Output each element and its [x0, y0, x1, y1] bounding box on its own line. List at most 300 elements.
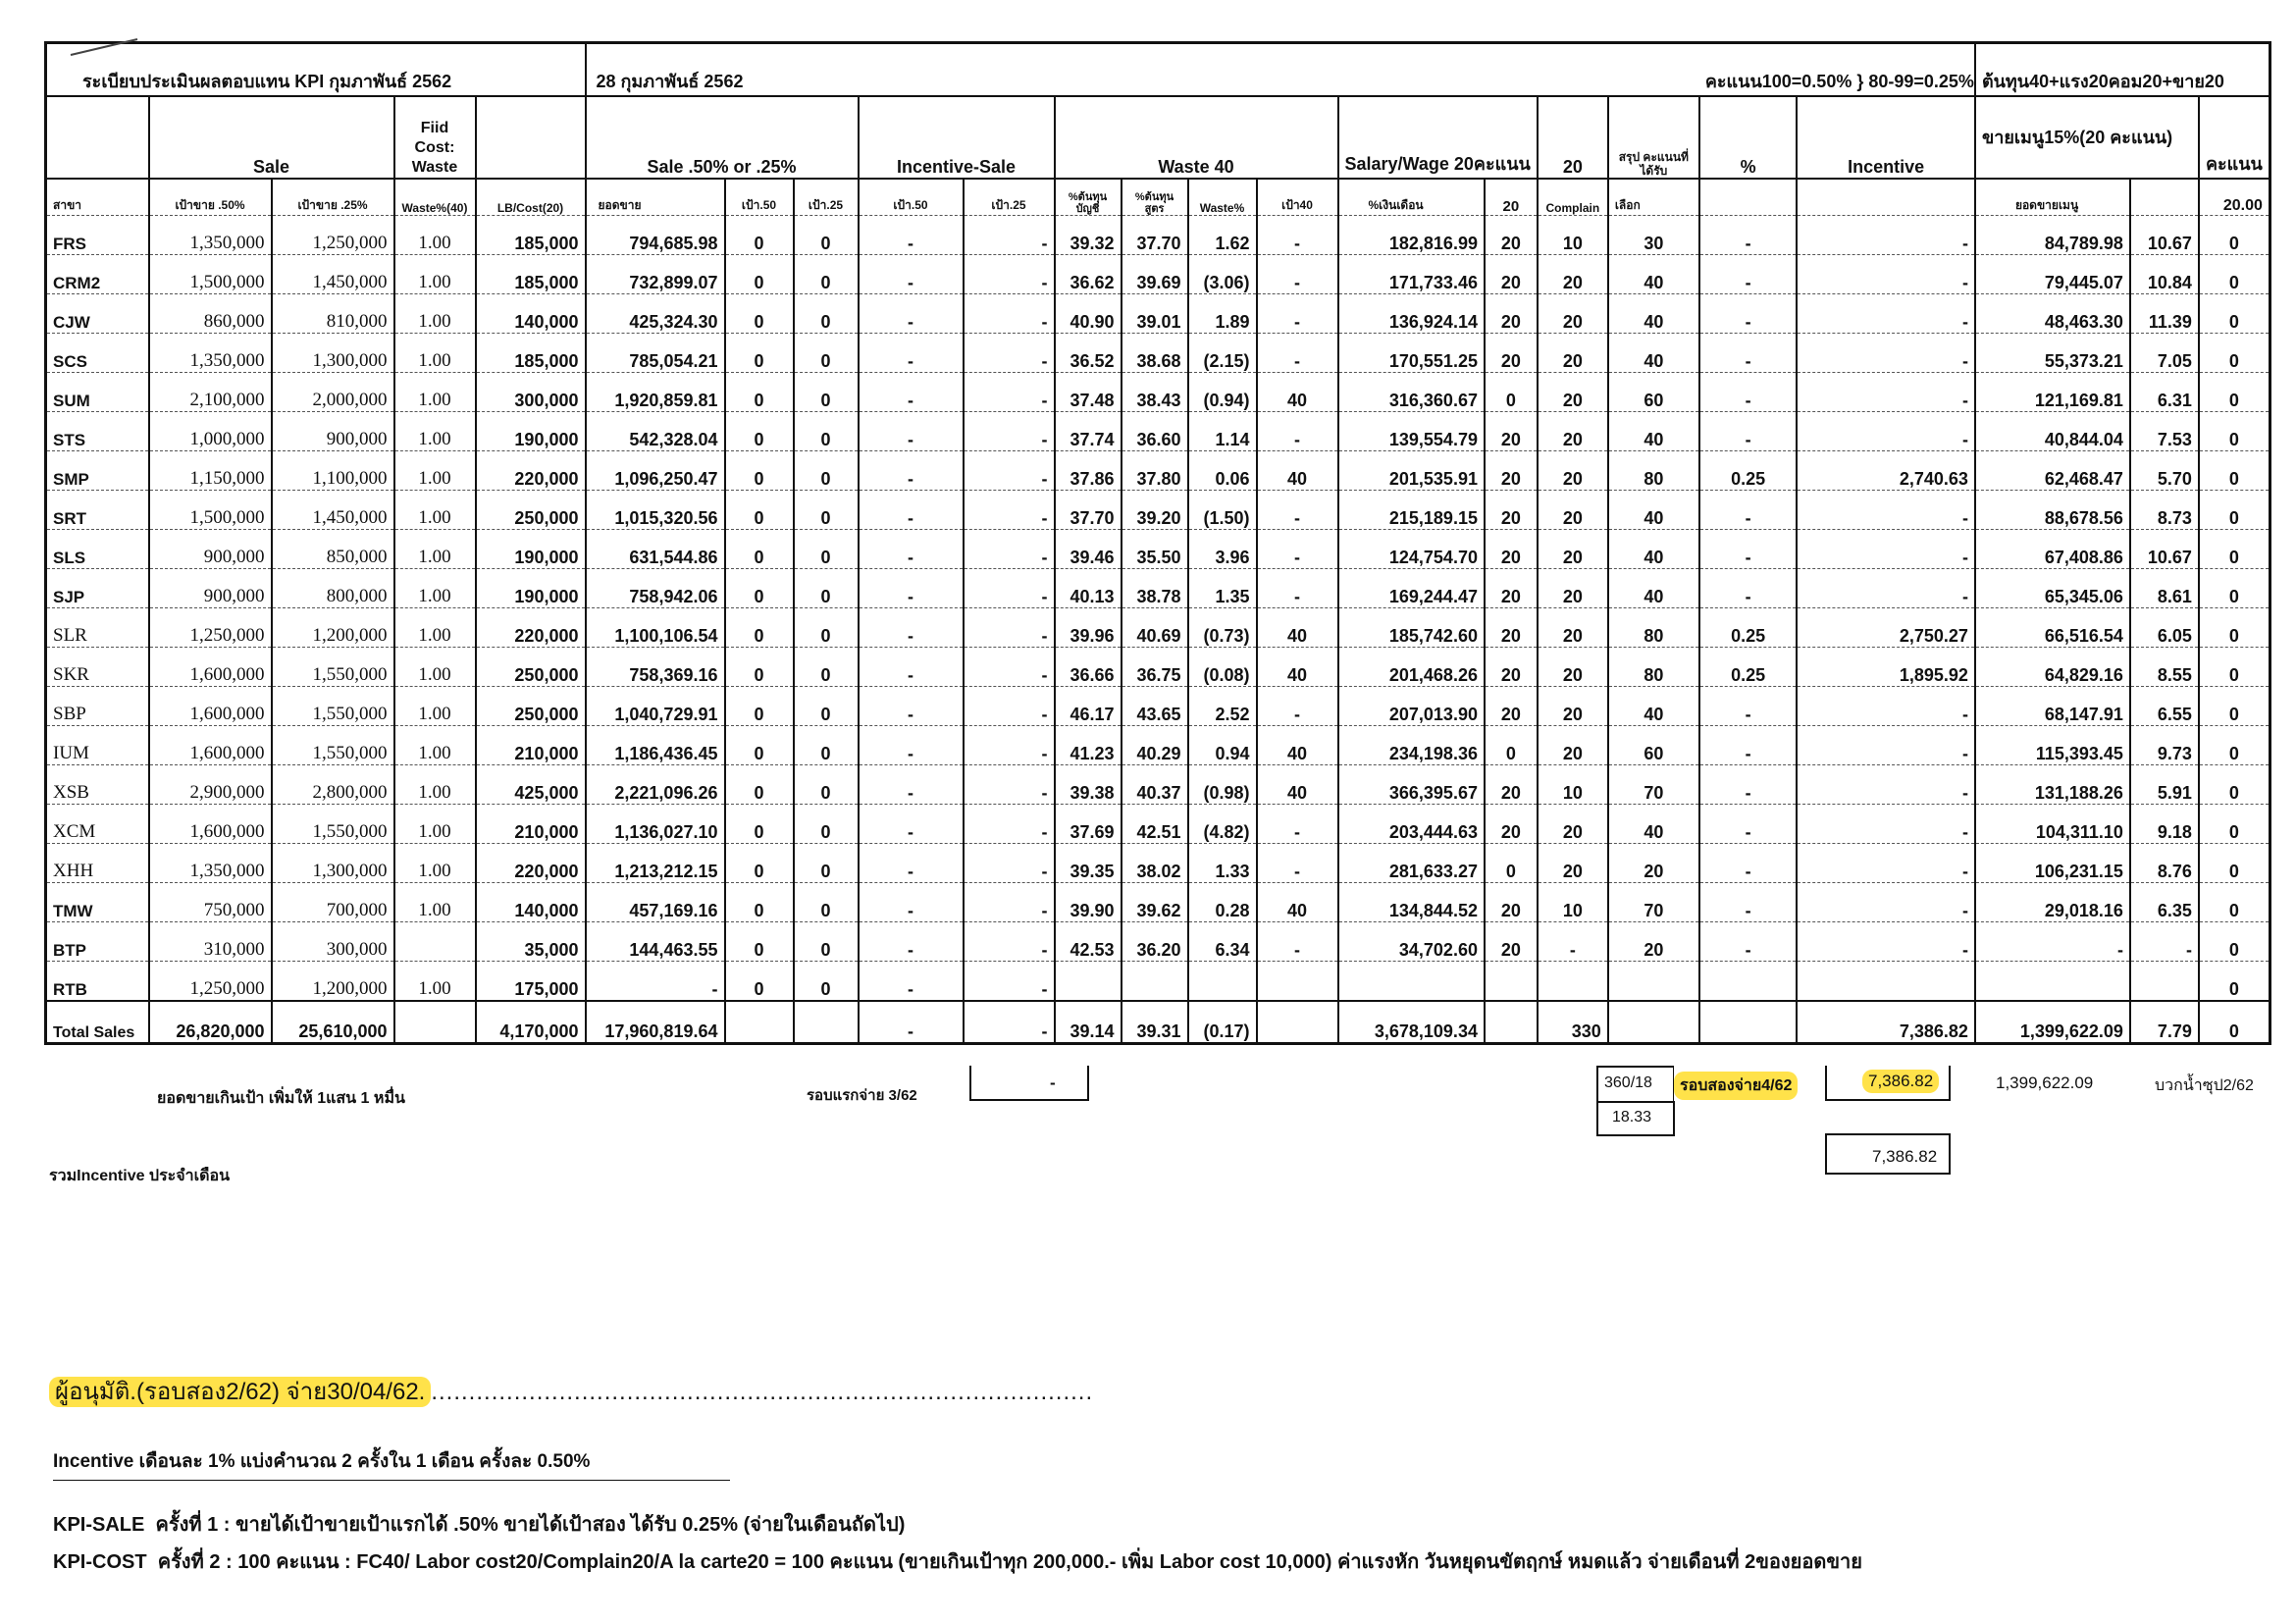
- round2-value: 7,386.82: [1862, 1070, 1939, 1093]
- t40-subheader: เป้า40: [1257, 179, 1338, 216]
- table-row: [46, 412, 2270, 451]
- cell-menu-sales: 48,463.30: [1975, 294, 2130, 334]
- table-row: [46, 648, 2270, 687]
- cell-waste-pct: (1.50): [1188, 491, 1257, 530]
- cell-target25: 1,450,000: [272, 255, 394, 294]
- cell-cost-formula: 40.29: [1122, 726, 1188, 765]
- cell-waste-t40: -: [1257, 412, 1338, 451]
- cell-summary: 80: [1608, 608, 1699, 648]
- cell-cost-acct: 42.53: [1055, 922, 1122, 962]
- cell-complain: 20: [1538, 334, 1608, 373]
- cell-score: 0: [2199, 216, 2270, 255]
- cell-score: 0: [2199, 373, 2270, 412]
- cell-inc-t50: -: [859, 648, 964, 687]
- cell-lb-cost: 140,000: [476, 883, 586, 922]
- cell-score: 0: [2199, 726, 2270, 765]
- cell-menu-pct: 5.91: [2130, 765, 2199, 805]
- cell-cost-acct: 37.86: [1055, 451, 1122, 491]
- cell-cost-formula: 36.75: [1122, 648, 1188, 687]
- cell-salary-score: 20: [1485, 294, 1538, 334]
- cell-cost-acct: 37.74: [1055, 412, 1122, 451]
- cell-waste: 1.00: [394, 765, 476, 805]
- blank-pct-subheader: [1699, 179, 1798, 216]
- cell-salary: 366,395.67: [1338, 765, 1485, 805]
- cell-salary: 215,189.15: [1338, 491, 1485, 530]
- cell-lb-cost: 185,000: [476, 334, 586, 373]
- cell-waste: 1.00: [394, 373, 476, 412]
- cell-sales: 542,328.04: [586, 412, 725, 451]
- cell-sale-t50: 0: [725, 844, 794, 883]
- table-row: [46, 569, 2270, 608]
- table-row: [46, 844, 2270, 883]
- cell-waste-pct: 1.62: [1188, 216, 1257, 255]
- cell-cost-acct: 39.38: [1055, 765, 1122, 805]
- cell-menu-pct: 8.73: [2130, 491, 2199, 530]
- cell-sales: 1,213,212.15: [586, 844, 725, 883]
- pen-mark-icon: [67, 35, 145, 59]
- cell-menu-pct: 5.70: [2130, 451, 2199, 491]
- cell-incentive: -: [1797, 922, 1975, 962]
- cell-complain: 20: [1538, 608, 1608, 648]
- cell-inc-t50: -: [859, 412, 964, 451]
- cell-waste-pct: (0.08): [1188, 648, 1257, 687]
- cell-inc-t25: -: [964, 216, 1055, 255]
- cell-lb-cost: 250,000: [476, 648, 586, 687]
- cell-menu-sales: 106,231.15: [1975, 844, 2130, 883]
- cell-cost-formula: 40.69: [1122, 608, 1188, 648]
- cell-cost-acct: 36.52: [1055, 334, 1122, 373]
- cell-sale-t50: 0: [725, 530, 794, 569]
- sale-pct-header: Sale .50% or .25%: [586, 96, 859, 179]
- cell-menu-pct: 10.84: [2130, 255, 2199, 294]
- cell-cost-formula: 38.68: [1122, 334, 1188, 373]
- cell-sale-t50: 0: [725, 883, 794, 922]
- score-rule: คะแนน100=0.50% } 80-99=0.25%: [1699, 43, 1975, 97]
- cell-salary: 124,754.70: [1338, 530, 1485, 569]
- cell-pct: -: [1699, 765, 1798, 805]
- cell-lb-cost: 210,000: [476, 726, 586, 765]
- round2-label: รอบสองจ่าย4/62: [1674, 1072, 1798, 1100]
- total-t50: 26,820,000: [149, 1001, 272, 1044]
- cell-inc-t50: -: [859, 765, 964, 805]
- cell-branch: XCM: [46, 805, 149, 844]
- cell-waste: 1.00: [394, 648, 476, 687]
- table-row: [46, 726, 2270, 765]
- cell-branch: CJW: [46, 294, 149, 334]
- cell-branch: IUM: [46, 726, 149, 765]
- cell-lb-cost: 210,000: [476, 805, 586, 844]
- cell-waste-t40: 40: [1257, 883, 1338, 922]
- cell-inc-t50: -: [859, 805, 964, 844]
- cell-waste: 1.00: [394, 805, 476, 844]
- cell-sale-t25: 0: [794, 373, 859, 412]
- cell-target50: 1,600,000: [149, 648, 272, 687]
- table-row: [46, 334, 2270, 373]
- cell-menu-sales: 67,408.86: [1975, 530, 2130, 569]
- cell-cost-formula: 40.37: [1122, 765, 1188, 805]
- cell-target25: 700,000: [272, 883, 394, 922]
- cell-incentive: 1,895.92: [1797, 648, 1975, 687]
- cell-target25: 300,000: [272, 922, 394, 962]
- cell-cost-formula: 38.43: [1122, 373, 1188, 412]
- ratio-result-box: [1596, 1101, 1675, 1136]
- cell-salary: 234,198.36: [1338, 726, 1485, 765]
- cell-waste-t40: -: [1257, 844, 1338, 883]
- cell-inc-t25: -: [964, 255, 1055, 294]
- monthly-incentive-label: รวมIncentive ประจำเดือน: [49, 1168, 231, 1184]
- cell-score: 0: [2199, 883, 2270, 922]
- cell-waste: 1.00: [394, 530, 476, 569]
- cell-sale-t25: 0: [794, 805, 859, 844]
- cell-incentive: -: [1797, 883, 1975, 922]
- cell-waste: 1.00: [394, 412, 476, 451]
- cell-score: 0: [2199, 765, 2270, 805]
- cell-cost-formula: 39.62: [1122, 883, 1188, 922]
- cell-summary: 40: [1608, 294, 1699, 334]
- cell-pct: -: [1699, 491, 1798, 530]
- cell-menu-pct: 7.05: [2130, 334, 2199, 373]
- cell-score: 0: [2199, 412, 2270, 451]
- cell-branch: SMP: [46, 451, 149, 491]
- waste40-header: Waste 40: [1055, 96, 1338, 179]
- cell-summary: 60: [1608, 726, 1699, 765]
- table-row: [46, 530, 2270, 569]
- kpi-sale-label: KPI-SALE: [53, 1514, 145, 1536]
- cell-inc-t25: -: [964, 334, 1055, 373]
- cell-inc-t50: -: [859, 451, 964, 491]
- blank-branch-header: [46, 96, 149, 179]
- round1-label: รอบแรกจ่าย 3/62: [807, 1087, 917, 1104]
- cell-cost-acct: 39.32: [1055, 216, 1122, 255]
- cell-inc-t25: -: [964, 530, 1055, 569]
- cell-target25: 1,250,000: [272, 216, 394, 255]
- round1-box: [969, 1066, 1089, 1101]
- cell-lb-cost: 175,000: [476, 962, 586, 1002]
- cell-sale-t50: 0: [725, 648, 794, 687]
- cell-score: 0: [2199, 687, 2270, 726]
- cell-sale-t25: 0: [794, 648, 859, 687]
- cell-summary: 40: [1608, 687, 1699, 726]
- cell-menu-pct: 10.67: [2130, 216, 2199, 255]
- cell-incentive: 2,740.63: [1797, 451, 1975, 491]
- cell-complain: 20: [1538, 726, 1608, 765]
- cell-salary: 136,924.14: [1338, 294, 1485, 334]
- cell-incentive: -: [1797, 334, 1975, 373]
- table-row: [46, 294, 2270, 334]
- ratio-value: 360/18: [1604, 1074, 1652, 1091]
- cell-cost-acct: 46.17: [1055, 687, 1122, 726]
- cell-menu-pct: 9.18: [2130, 805, 2199, 844]
- ratio-box: [1596, 1066, 1674, 1103]
- cell-inc-t50: -: [859, 255, 964, 294]
- cell-target25: 1,300,000: [272, 844, 394, 883]
- cost-rule: ต้นทุน40+แรง20คอม20+ขาย20: [1975, 43, 2270, 97]
- cell-target25: 1,550,000: [272, 805, 394, 844]
- cell-salary-score: 20: [1485, 530, 1538, 569]
- cell-incentive: -: [1797, 530, 1975, 569]
- cell-inc-t25: -: [964, 412, 1055, 451]
- cell-branch: FRS: [46, 216, 149, 255]
- total-lb: 4,170,000: [476, 1001, 586, 1044]
- cell-inc-t50: -: [859, 216, 964, 255]
- cell-summary: 20: [1608, 844, 1699, 883]
- total-score: 0: [2199, 1001, 2270, 1044]
- cell-summary: 20: [1608, 922, 1699, 962]
- cell-lb-cost: 425,000: [476, 765, 586, 805]
- table-row: [46, 687, 2270, 726]
- cell-waste-t40: -: [1257, 294, 1338, 334]
- waste-pct2-subheader: Waste%: [1188, 179, 1257, 216]
- cell-inc-t50: -: [859, 491, 964, 530]
- cell-pct: -: [1699, 334, 1798, 373]
- table-row: [46, 765, 2270, 805]
- cell-waste-t40: 40: [1257, 648, 1338, 687]
- kpi-sheet: [44, 41, 2271, 1045]
- sales-subheader: ยอดขาย: [586, 179, 725, 216]
- cell-salary-score: 20: [1485, 216, 1538, 255]
- cell-sale-t50: 0: [725, 765, 794, 805]
- cell-target50: 900,000: [149, 569, 272, 608]
- total-t25: 25,610,000: [272, 1001, 394, 1044]
- cell-inc-t50: -: [859, 569, 964, 608]
- total-label: Total Sales: [46, 1001, 149, 1044]
- kpi-cost-label: KPI-COST: [53, 1551, 147, 1573]
- cell-menu-pct: [2130, 962, 2199, 1002]
- cell-menu-sales: 29,018.16: [1975, 883, 2130, 922]
- cell-cost-formula: 36.60: [1122, 412, 1188, 451]
- cell-lb-cost: 185,000: [476, 255, 586, 294]
- cell-waste: [394, 922, 476, 962]
- table-row: [46, 883, 2270, 922]
- cell-target25: 1,450,000: [272, 491, 394, 530]
- cell-incentive: -: [1797, 687, 1975, 726]
- cell-cost-acct: 36.62: [1055, 255, 1122, 294]
- cell-menu-sales: 131,188.26: [1975, 765, 2130, 805]
- next-month-note: บวกน้ำซุป2/62: [2155, 1077, 2254, 1094]
- cell-target50: 2,100,000: [149, 373, 272, 412]
- cell-cost-acct: 41.23: [1055, 726, 1122, 765]
- cell-sales: 1,096,250.47: [586, 451, 725, 491]
- table-row: [46, 255, 2270, 294]
- cell-cost-formula: 38.78: [1122, 569, 1188, 608]
- cell-cost-acct: 37.69: [1055, 805, 1122, 844]
- cell-cost-formula: 37.80: [1122, 451, 1188, 491]
- cell-inc-t25: -: [964, 294, 1055, 334]
- cell-waste-t40: 40: [1257, 726, 1338, 765]
- cell-incentive: -: [1797, 844, 1975, 883]
- cell-waste-t40: [1257, 962, 1338, 1002]
- cell-pct: 0.25: [1699, 451, 1798, 491]
- cell-waste-pct: 1.89: [1188, 294, 1257, 334]
- cell-complain: 20: [1538, 569, 1608, 608]
- cell-target50: 1,250,000: [149, 608, 272, 648]
- cell-summary: 40: [1608, 805, 1699, 844]
- total-menu: 1,399,622.09: [1975, 1001, 2130, 1044]
- cell-summary: 80: [1608, 451, 1699, 491]
- cell-lb-cost: 250,000: [476, 687, 586, 726]
- cell-waste-t40: -: [1257, 216, 1338, 255]
- cell-score: 0: [2199, 294, 2270, 334]
- cell-incentive: -: [1797, 216, 1975, 255]
- cell-pct: -: [1699, 883, 1798, 922]
- menu-header: ขายเมนู15%(20 คะแนน): [1975, 96, 2199, 179]
- ratio-result: 18.33: [1612, 1109, 1652, 1126]
- cell-lb-cost: 35,000: [476, 922, 586, 962]
- cell-salary: 201,468.26: [1338, 648, 1485, 687]
- cell-target25: 1,200,000: [272, 608, 394, 648]
- kpi-sale-text: ครั้งที่ 1 : ขายได้เป้าขายเป้าแรกได้ .50% ขายได้เป้าสอง ได้รับ 0.25% (จ่ายในเดือนถัดไป): [155, 1514, 906, 1536]
- cell-menu-pct: 7.53: [2130, 412, 2199, 451]
- cell-inc-t25: -: [964, 648, 1055, 687]
- cell-complain: 20: [1538, 491, 1608, 530]
- cell-sale-t25: 0: [794, 491, 859, 530]
- cell-summary: 70: [1608, 765, 1699, 805]
- cell-waste: 1.00: [394, 962, 476, 1002]
- cell-menu-pct: -: [2130, 922, 2199, 962]
- table-row: [46, 373, 2270, 412]
- cell-inc-t50: -: [859, 373, 964, 412]
- table-row: [46, 805, 2270, 844]
- pct-header: %: [1699, 96, 1798, 179]
- cell-branch: STS: [46, 412, 149, 451]
- cell-target25: 810,000: [272, 294, 394, 334]
- cell-menu-pct: 10.67: [2130, 530, 2199, 569]
- cell-complain: 20: [1538, 530, 1608, 569]
- cell-sale-t25: 0: [794, 216, 859, 255]
- kpi-table: [44, 41, 2271, 1045]
- cell-target50: 1,500,000: [149, 491, 272, 530]
- cell-target50: 750,000: [149, 883, 272, 922]
- cell-waste: 1.00: [394, 844, 476, 883]
- cell-waste-pct: (0.73): [1188, 608, 1257, 648]
- cell-sale-t50: 0: [725, 491, 794, 530]
- cell-sale-t50: 0: [725, 412, 794, 451]
- cell-salary-score: 20: [1485, 765, 1538, 805]
- cell-incentive: 2,750.27: [1797, 608, 1975, 648]
- cell-branch: XSB: [46, 765, 149, 805]
- cost-formula-subheader: %ต้นทุน สูตร: [1122, 179, 1188, 216]
- cell-sale-t25: 0: [794, 294, 859, 334]
- incentive-sale-header: Incentive-Sale: [859, 96, 1055, 179]
- cell-target50: 2,900,000: [149, 765, 272, 805]
- cell-summary: 30: [1608, 216, 1699, 255]
- cell-target25: 2,000,000: [272, 373, 394, 412]
- cell-complain: 20: [1538, 412, 1608, 451]
- cell-inc-t50: -: [859, 294, 964, 334]
- cell-menu-sales: 121,169.81: [1975, 373, 2130, 412]
- cell-pct: -: [1699, 726, 1798, 765]
- cell-sale-t50: 0: [725, 726, 794, 765]
- cell-waste: 1.00: [394, 255, 476, 294]
- cell-waste: 1.00: [394, 451, 476, 491]
- cell-branch: BTP: [46, 922, 149, 962]
- cell-branch: SCS: [46, 334, 149, 373]
- cell-sales: 457,169.16: [586, 883, 725, 922]
- cell-salary-score: 20: [1485, 451, 1538, 491]
- cell-target25: 900,000: [272, 412, 394, 451]
- branch-subheader: สาขา: [46, 179, 149, 216]
- cell-target50: 1,350,000: [149, 216, 272, 255]
- cell-target50: 860,000: [149, 294, 272, 334]
- cell-complain: 20: [1538, 294, 1608, 334]
- cell-inc-t25: -: [964, 451, 1055, 491]
- cell-sale-t25: 0: [794, 962, 859, 1002]
- cell-lb-cost: 300,000: [476, 373, 586, 412]
- cell-salary-score: 20: [1485, 805, 1538, 844]
- cell-cost-formula: 39.69: [1122, 255, 1188, 294]
- cell-pct: -: [1699, 412, 1798, 451]
- summary-header: สรุป คะแนนที่ ได้รับ: [1608, 96, 1699, 179]
- round2-box: [1825, 1066, 1951, 1101]
- score-value-subheader: 20.00: [2199, 179, 2270, 216]
- cell-inc-t25: -: [964, 687, 1055, 726]
- cell-inc-t50: -: [859, 922, 964, 962]
- cell-cost-acct: 39.46: [1055, 530, 1122, 569]
- cell-menu-sales: 68,147.91: [1975, 687, 2130, 726]
- cell-sale-t25: 0: [794, 765, 859, 805]
- cell-menu-pct: 6.55: [2130, 687, 2199, 726]
- cell-incentive: -: [1797, 294, 1975, 334]
- cell-pct: -: [1699, 530, 1798, 569]
- blank-lb-header: [476, 96, 586, 179]
- cell-waste: 1.00: [394, 294, 476, 334]
- lb-cost-subheader: LB/Cost(20): [476, 179, 586, 216]
- cell-lb-cost: 220,000: [476, 844, 586, 883]
- cell-score: 0: [2199, 491, 2270, 530]
- cell-inc-t50: -: [859, 883, 964, 922]
- cell-salary: 170,551.25: [1338, 334, 1485, 373]
- cell-waste-t40: 40: [1257, 608, 1338, 648]
- cell-menu-pct: 11.39: [2130, 294, 2199, 334]
- total-complain: 330: [1538, 1001, 1608, 1044]
- cell-sale-t25: 0: [794, 883, 859, 922]
- cell-waste-t40: 40: [1257, 373, 1338, 412]
- cell-menu-sales: 55,373.21: [1975, 334, 2130, 373]
- cell-inc-t25: -: [964, 373, 1055, 412]
- cell-sale-t50: 0: [725, 687, 794, 726]
- total-salary: 3,678,109.34: [1338, 1001, 1485, 1044]
- cell-sales: 785,054.21: [586, 334, 725, 373]
- cell-salary-score: 20: [1485, 569, 1538, 608]
- cell-target50: 310,000: [149, 922, 272, 962]
- cell-salary-score: 0: [1485, 844, 1538, 883]
- fiid-cost-header: Fiid Cost: Waste: [394, 96, 476, 179]
- cell-pct: -: [1699, 805, 1798, 844]
- cell-incentive: -: [1797, 491, 1975, 530]
- cell-target25: 800,000: [272, 569, 394, 608]
- cell-salary: 34,702.60: [1338, 922, 1485, 962]
- cell-waste-t40: -: [1257, 255, 1338, 294]
- cell-sales: 1,136,027.10: [586, 805, 725, 844]
- cell-target50: 1,500,000: [149, 255, 272, 294]
- total-i50: -: [859, 1001, 964, 1044]
- s20-subheader: 20: [1485, 179, 1538, 216]
- cell-waste-pct: 0.94: [1188, 726, 1257, 765]
- cell-waste-pct: 0.06: [1188, 451, 1257, 491]
- cell-sales: 1,040,729.91: [586, 687, 725, 726]
- cell-branch: TMW: [46, 883, 149, 922]
- cell-cost-formula: 43.65: [1122, 687, 1188, 726]
- cell-waste-t40: -: [1257, 687, 1338, 726]
- cell-waste-t40: -: [1257, 334, 1338, 373]
- cell-complain: 20: [1538, 255, 1608, 294]
- salary-header: Salary/Wage 20คะแนน: [1338, 96, 1538, 179]
- cell-branch: SLS: [46, 530, 149, 569]
- cell-target50: 900,000: [149, 530, 272, 569]
- cell-sale-t50: 0: [725, 255, 794, 294]
- incentive-rule: Incentive เดือนละ 1% แบ่งคำนวณ 2 ครั้งใน 1 เดือน ครั้งละ 0.50%: [53, 1446, 730, 1481]
- cell-waste-t40: -: [1257, 805, 1338, 844]
